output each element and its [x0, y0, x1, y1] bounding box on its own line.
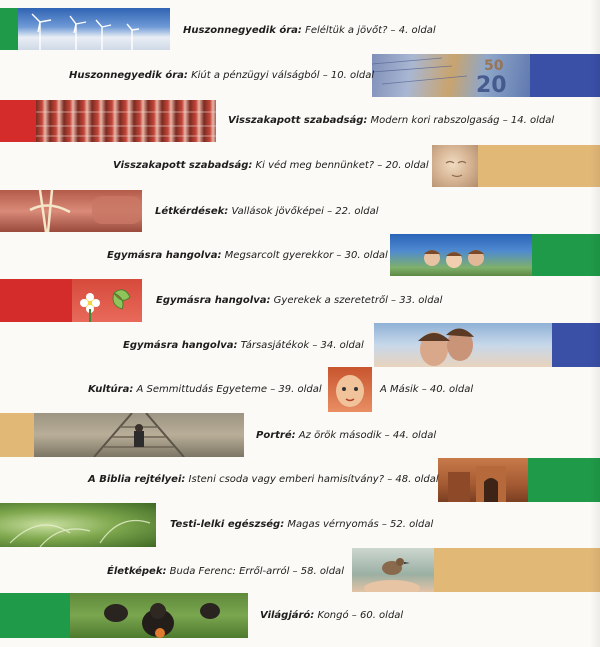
article-title: Buda Ferenc: Erről-arról – 58. oldal [166, 566, 344, 577]
color-bar-tan [0, 413, 34, 457]
toc-entry-11[interactable] [256, 430, 436, 442]
butterfly-flower-drawing-photo [72, 279, 142, 322]
article-title: Isteni csoda vagy emberi hamisítvány? – 48. oldal [185, 474, 439, 485]
section-name: Huszonnegyedik óra: [69, 70, 188, 81]
article-title: Modern kori rabszolgaság – 14. oldal [367, 115, 555, 126]
section-name: Kultúra: [88, 384, 134, 395]
article-title: Magas vérnyomás – 52. oldal [284, 519, 434, 530]
color-bar-green [0, 8, 18, 50]
section-name: Visszakapott szabadság: [228, 115, 368, 126]
article-title: A Másik – 40. oldal [380, 384, 474, 395]
toc-entry-5[interactable] [155, 206, 379, 218]
article-title: Társasjátékok – 34. oldal [237, 340, 364, 351]
article-title: Ki véd meg bennünket? – 20. oldal [252, 160, 429, 171]
section-name: Visszakapott szabadság: [113, 160, 253, 171]
section-name: Egymásra hangolva: [156, 295, 271, 306]
section-name: Testi-lelki egészség: [170, 519, 285, 530]
toc-entry-2[interactable] [69, 70, 374, 82]
toc-entry-13[interactable] [170, 519, 433, 531]
toc-entry-9[interactable] [88, 384, 322, 396]
article-title: Kiút a pénzügyi válságból – 10. oldal [187, 70, 375, 81]
color-bar-tan [434, 548, 600, 592]
wind-turbines-photo [18, 8, 170, 50]
toc-entry-10[interactable] [380, 384, 473, 396]
toc-entry-15[interactable] [260, 610, 403, 622]
toc-entry-1[interactable] [183, 25, 436, 37]
page-edge-shadow [590, 0, 600, 647]
section-name: Egymásra hangolva: [123, 340, 238, 351]
article-title: Az örök második – 44. oldal [295, 430, 437, 441]
cabbage-leaves-photo [0, 503, 156, 547]
chimpanzees-photo [70, 593, 248, 638]
doll-face-photo [328, 367, 372, 412]
section-name: A Biblia rejtélyei: [88, 474, 186, 485]
toc-entry-3[interactable] [228, 115, 554, 127]
toc-entry-14[interactable] [107, 566, 344, 578]
section-name: Világjáró: [260, 610, 315, 621]
article-title: A Semmittudás Egyeteme – 39. oldal [133, 384, 322, 395]
toc-entry-7[interactable] [156, 295, 442, 307]
section-name: Létkérdések: [155, 206, 229, 217]
svg-text:50: 50 [484, 58, 504, 74]
couple-portrait-photo [374, 323, 552, 367]
section-name: Életképek: [107, 566, 167, 577]
article-title: Feléltük a jövőt? – 4. oldal [301, 25, 436, 36]
toc-entry-8[interactable] [123, 340, 364, 352]
tied-rope-photo [0, 190, 142, 232]
section-name: Portré: [256, 430, 296, 441]
section-name: Huszonnegyedik óra: [183, 25, 302, 36]
color-bar-tan [478, 145, 600, 187]
toc-entry-4[interactable] [113, 160, 429, 172]
toc-entry-6[interactable] [107, 250, 388, 262]
stone-ruins-photo [438, 458, 528, 502]
toc-entry-12[interactable] [88, 474, 439, 486]
article-title: Megsarcolt gyerekkor – 30. oldal [221, 250, 388, 261]
shopping-carts-photo [36, 100, 216, 142]
article-title: Vallások jövőképei – 22. oldal [228, 206, 379, 217]
bird-on-hand-photo [352, 548, 434, 592]
color-bar-green [0, 593, 70, 638]
kids-in-tent-photo [390, 234, 532, 276]
section-name: Egymásra hangolva: [107, 250, 222, 261]
svg-text:20: 20 [476, 73, 507, 97]
face-sculpture-photo [432, 145, 478, 187]
color-bar-red [0, 279, 72, 322]
color-bar-red [0, 100, 36, 142]
article-title: Kongó – 60. oldal [314, 610, 404, 621]
euro-banknotes-photo [372, 54, 530, 97]
article-title: Gyerekek a szeretetről – 33. oldal [270, 295, 443, 306]
child-on-rail-tracks-photo [34, 413, 244, 457]
